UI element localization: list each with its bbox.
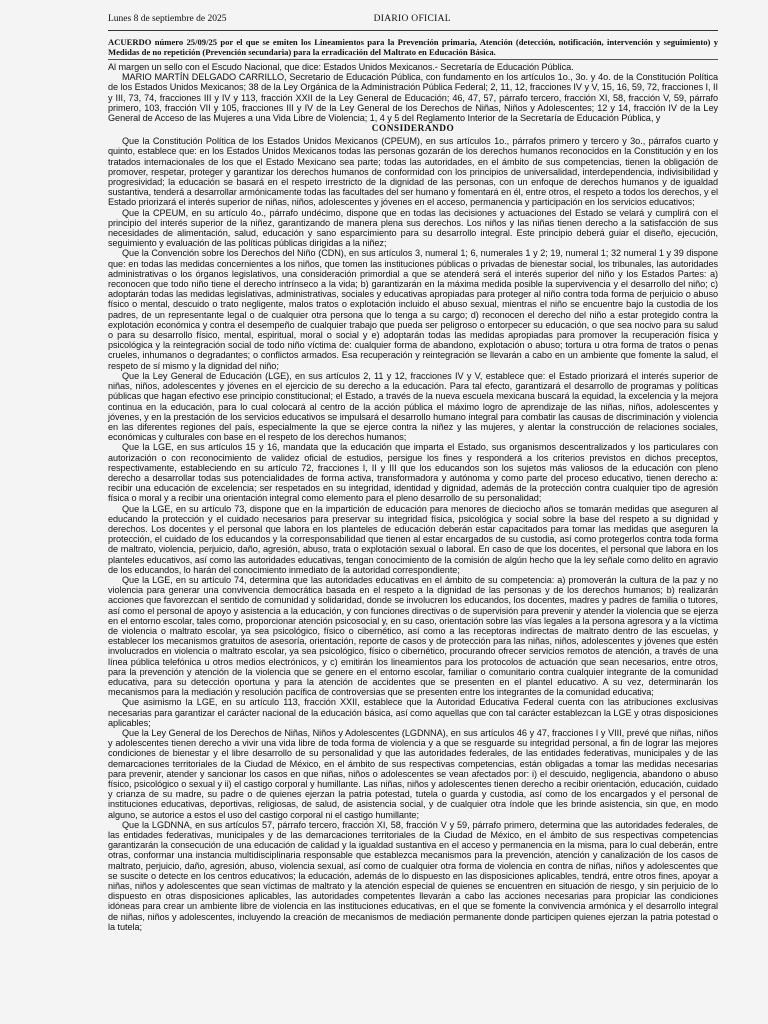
paragraph: Que la LGE, en su artículo 73, dispone que en la impartición de educación para menores de dieciocho años se tomarán medidas que aseguren al educando la protección y el cuidado necesarios para preservar su integridad física, psicológica y social sobre la base del respeto a su dignidad y derechos. Los docentes y el personal que labora en los planteles de educación deberán estar capacitados para tomar las medidas que aseguren la protección, el cuidado de los educandos y la corresponsabilidad que tienen al estar encargados de su custodia, así como protegerlos contra toda forma de maltrato, violencia, perjuicio, daño, agresión, abuso, trata o explotación sexual o laboral. En caso de que los docentes, el personal que labora en los planteles educativos, así como las autoridades educativas, tengan conocimiento de la comisión de algún hecho que la ley señale como delito en agravio de los educandos, lo harán del conocimiento inmediato de la autoridad correspondiente;	[108, 503, 718, 575]
paragraph: Que la Ley General de los Derechos de Niñas, Niños y Adolescentes (LGDNNA), en sus artículos 46 y 47, fracciones I y VIII, prevé que niñas, niños y adolescentes tienen derecho a vivir una vida libre de toda forma de violencia y a que se resguarde su integridad personal, a fin de lograr las mejores condiciones de bienestar y el libre desarrollo de su personalidad y que las autoridades federales, de las entidades federativas, municipales y de las demarcaciones territoriales de la Ciudad de México, en el ámbito de sus respectivas competencias, están obligadas a tomar las medidas necesarias para prevenir, atender y sancionar los casos en que niñas, niños o adolescentes se vean afectados por: i) el descuido, negligencia, abandono o abuso físico, psicológico o sexual y ii) el castigo corporal y humillante. Las niñas, niños y adolescentes tienen derecho a recibir orientación, educación, cuidado y crianza de su madre, su padre o de quienes ejerzan la patria potestad, tutela o guarda y custodia, así como de los encargados y el personal de instituciones educativas, deportivas, religiosas, de salud, de asistencia social, y de cualquier otra índole que les brinde asistencia, sin que, en modo alguno, se autorice a estos el uso del castigo corporal ni el castigo humillante;	[108, 728, 718, 820]
paragraph: Que la LGE, en su artículo 74, determina que las autoridades educativas en el ámbito de su competencia: a) promoverán la cultura de la paz y no violencia para generar una convivencia democrática basada en el respeto a la dignidad de las personas y de los derechos humanos; b) realizarán acciones que favorezcan el sentido de comunidad y solidaridad, donde se involucren los educandos, los docentes, madres y padres de familia o tutores, así como el personal de apoyo y asistencia a la educación, y con funciones directivas o de supervisión para prevenir y atender la violencia que se ejerza en el entorno escolar, tales como, proporcionar atención psicosocial y, en su caso, orientación sobre las vías legales a la persona agresora y a la víctima de violencia o maltrato escolar, ya sea psicológico, físico o cibernético, así como a las receptoras indirectas de maltrato dentro de las escuelas, y establecer los mecanismos gratuitos de asesoría, orientación, reporte de casos y de protección para las niñas, niños, adolescentes y jóvenes que estén involucrados en violencia o maltrato escolar, ya sea psicológico, físico o cibernético, procurando ofrecer servicios remotos de atención, a través de una línea pública telefónica u otros medios electrónicos, y c) emitirán los lineamientos para los protocolos de actuación que sean necesarios, entre otros, para la prevención y atención de la violencia que se genere en el entorno escolar, familiar o comunitario contra cualquier integrante de la comunidad educativa, para su detección oportuna y para la atención de accidentes que se presenten en el plantel educativo. A su vez, determinarán los mecanismos para la mediación y resolución pacífica de controversias que se presenten entre los integrantes de la comunidad educativa;	[108, 574, 718, 698]
paragraph: Que la Constitución Política de los Estados Unidos Mexicanos (CPEUM), en sus artículos 1o., párrafos primero y tercero y 3o., párrafos cuarto y quinto, establece que: en los Estados Unidos Mexicanos todas las personas gozarán de los derechos humanos reconocidos en la Constitución y en los tratados internacionales de los que el Estado Mexicano sea parte; todas las autoridades, en el ámbito de sus competencias, tienen la obligación de promover, respetar, proteger y garantizar los derechos humanos de conformidad con los principios de universalidad, interdependencia, indivisibilidad y progresividad; la educación se basará en el respeto irrestricto de la dignidad de las personas, con un enfoque de derechos humanos y de igualdad sustantiva, tenderá a desarrollar armónicamente todas las facultades del ser humano y fomentará en él, entre otros, el respeto a todos los derechos, y el Estado priorizará el interés superior de niñas, niños, adolescentes y jóvenes en el acceso, permanencia y participación en los servicios educativos;	[108, 136, 718, 208]
seal-note: Al margen un sello con el Escudo Nacional, que dice: Estados Unidos Mexicanos.- Secretaría de Educación Pública.	[108, 62, 574, 72]
paragraph: Que la LGE, en sus artículos 15 y 16, mandata que la educación que imparta el Estado, sus organismos descentralizados y los particulares con autorización o con reconocimiento de validez oficial de estudios, persigue los fines y responderá a los criterios previstos en dichos preceptos, respectivamente, estableciendo en su artículo 72, fracciones I, II y III que los educandos son los sujetos más valiosos de la educación con pleno derecho a desarrollar todas sus potencialidades de forma activa, transformadora y autónoma y como parte del proceso educativo, tienen derecho a: recibir una educación de excelencia; ser respetados en su integridad, identidad y dignidad, además de la protección contra cualquier tipo de agresión física o moral y a recibir una orientación integral como elemento para el pleno desarrollo de su personalidad;	[108, 442, 718, 504]
paragraph: Que la Ley General de Educación (LGE), en sus artículos 2, 11 y 12, fracciones IV y V, establece que: el Estado priorizará el interés superior de niñas, niños, adolescentes y jóvenes en el ejercicio de su derecho a la educación. Para tal efecto, garantizará el desarrollo de programas y políticas públicas que hagan efectivo ese principio constitucional; el Estado, a través de la nueva escuela mexicana buscará la equidad, la excelencia y la mejora continua en la educación, para lo cual colocará al centro de la acción pública el máximo logro de aprendizaje de las niñas, niños, adolescentes y jóvenes, y en la prestación de los servicios educativos se impulsará el desarrollo humano integral para combatir las causas de discriminación y violencia en las diferentes regiones del país, especialmente la que se ejerce contra la niñez y las mujeres, y alentar la construcción de relaciones sociales, económicas y culturales con base en el respeto de los derechos humanos;	[108, 370, 718, 443]
document-body	[108, 62, 718, 932]
paragraph: Que la LGDNNA, en sus artículos 57, párrafo tercero, fracción XI, 58, fracción V y 59, párrafo primero, determina que las autoridades federales, de las entidades federativas, municipales y de las demarcaciones territoriales de la Ciudad de México, en el ámbito de sus respectivas competencias garantizarán la consecución de una educación de calidad y la igualdad sustantiva en el acceso y permanencia en la misma, para lo cual deberán, entre otras, conformar una instancia multidisciplinaria responsable que establezca mecanismos para la prevención, atención y canalización de los casos de maltrato, perjuicio, daño, agresión, abuso, violencia sexual, así como de cualquier otra forma de violencia en contra de niñas, niños y adolescentes que se suscite o detecte en los centros educativos; la educación, además de lo dispuesto en las disposiciones aplicables, tendrá, entre otros fines, apoyar a niñas, niños y adolescentes que sean víctimas de maltrato y la atención especial de quienes se encuentren en situación de riesgo, y sin perjuicio de lo dispuesto en otras disposiciones aplicables, las autoridades competentes llevarán a cabo las acciones necesarias para propiciar las condiciones idóneas para crear un ambiente libre de violencia en las instituciones educativas, en el que se fomente la convivencia armónica y el desarrollo integral de niñas, niños y adolescentes, incluyendo la creación de mecanismos de mediación permanente donde participen quienes ejerzan la patria potestad o la tutela;	[108, 819, 718, 932]
document-title: ACUERDO número 25/09/25 por el que se emiten los Lineamientos para la Prevención primaria, Atención (detección, notificación, intervención y seguimiento) y Medidas de no repetición (Prevención secundaria) para la erradicación del Maltrato en Educación Básica.	[108, 37, 718, 60]
paragraph: Que la Convención sobre los Derechos del Niño (CDN), en sus artículos 3, numeral 1; 6, numerales 1 y 2; 19, numeral 1; 32 numeral 1 y 39 dispone que: en todas las medidas concernientes a los niños, que tomen las instituciones públicas o privadas de bienestar social, los tribunales, las autoridades administrativas o los órganos legislativos, una consideración primordial a que se atenderá será el interés superior del niño y los Estados Partes: a) reconocen que todo niño tiene el derecho intrínseco a la vida; b) garantizarán en la máxima medida posible la supervivencia y el desarrollo del niño; c) adoptarán todas las medidas legislativas, administrativas, sociales y educativas apropiadas para proteger al niño contra toda forma de perjuicio o abuso físico o mental, descuido o trato negligente, malos tratos o explotación incluido el abuso sexual, mientras el niño se encuentre bajo la custodia de los padres, de un representante legal o de cualquier otra persona que lo tenga a su cargo; d) reconocen el derecho del niño a estar protegido contra la explotación económica y contra el desempeño de cualquier trabajo que pueda ser peligroso o entorpecer su educación, o que sea nocivo para su salud o para su desarrollo físico, mental, espiritual, moral o social y e) adoptarán todas las medidas apropiadas para promover la recuperación física y psicológica y la reintegración social de todo niño víctima de: cualquier forma de abandono, explotación o abuso; tortura u otra forma de tratos o penas crueles, inhumanos o degradantes; o conflictos armados. Esa recuperación y reintegración se llevarán a cabo en un ambiente que fomente la salud, el respeto de sí mismo y la dignidad del niño;	[108, 248, 718, 371]
considerando-heading: CONSIDERANDO	[371, 124, 455, 135]
page-header	[108, 14, 718, 31]
paragraph: Que asimismo la LGE, en su artículo 113, fracción XXII, establece que la Autoridad Educativa Federal cuenta con las atribuciones exclusivas necesarias para garantizar el carácter nacional de la educación básica, así como aquellas que con tal carácter establezcan la LGE y otras disposiciones aplicables;	[108, 697, 718, 728]
journal-name: DIARIO OFICIAL	[373, 14, 451, 24]
paragraph: Que la CPEUM, en su artículo 4o., párrafo undécimo, dispone que en todas las decisiones y actuaciones del Estado se velará y cumplirá con el principio del interés superior de la niñez, garantizando de manera plena sus derechos. Los niños y las niñas tienen derecho a la satisfacción de sus necesidades de alimentación, salud, educación y sano esparcimiento para su desarrollo integral. Este principio deberá guiar el diseño, ejecución, seguimiento y evaluación de las políticas públicas dirigidas a la niñez;	[108, 207, 718, 249]
header-date: Lunes 8 de septiembre de 2025	[108, 14, 227, 24]
preamble: MARIO MARTÍN DELGADO CARRILLO, Secretario de Educación Pública, con fundamento en los artículos 1o., 3o. y 4o. de la Constitución Política de los Estados Unidos Mexicanos; 38 de la Ley Orgánica de la Administración Pública Federal; 2, 11, 12, fracciones IV y V, 15, 16, 59, 72, fracciones I, II y III, 73, 74, fracciones III y IV y 113, fracción XXII de la Ley General de Educación; 46, 47, 57, párrafo tercero, fracción XI, 58, fracción V, 59, párrafo primero, 103, fracción VII y 105, fracciones III y IV de la Ley General de los Derechos de Niñas, Niños y Adolescentes; 12 y 14, fracción IV de la Ley General de Acceso de las Mujeres a una Vida Libre de Violencia; 1, 4 y 5 del Reglamento Interior de la Secretaría de Educación Pública, y	[108, 72, 718, 124]
